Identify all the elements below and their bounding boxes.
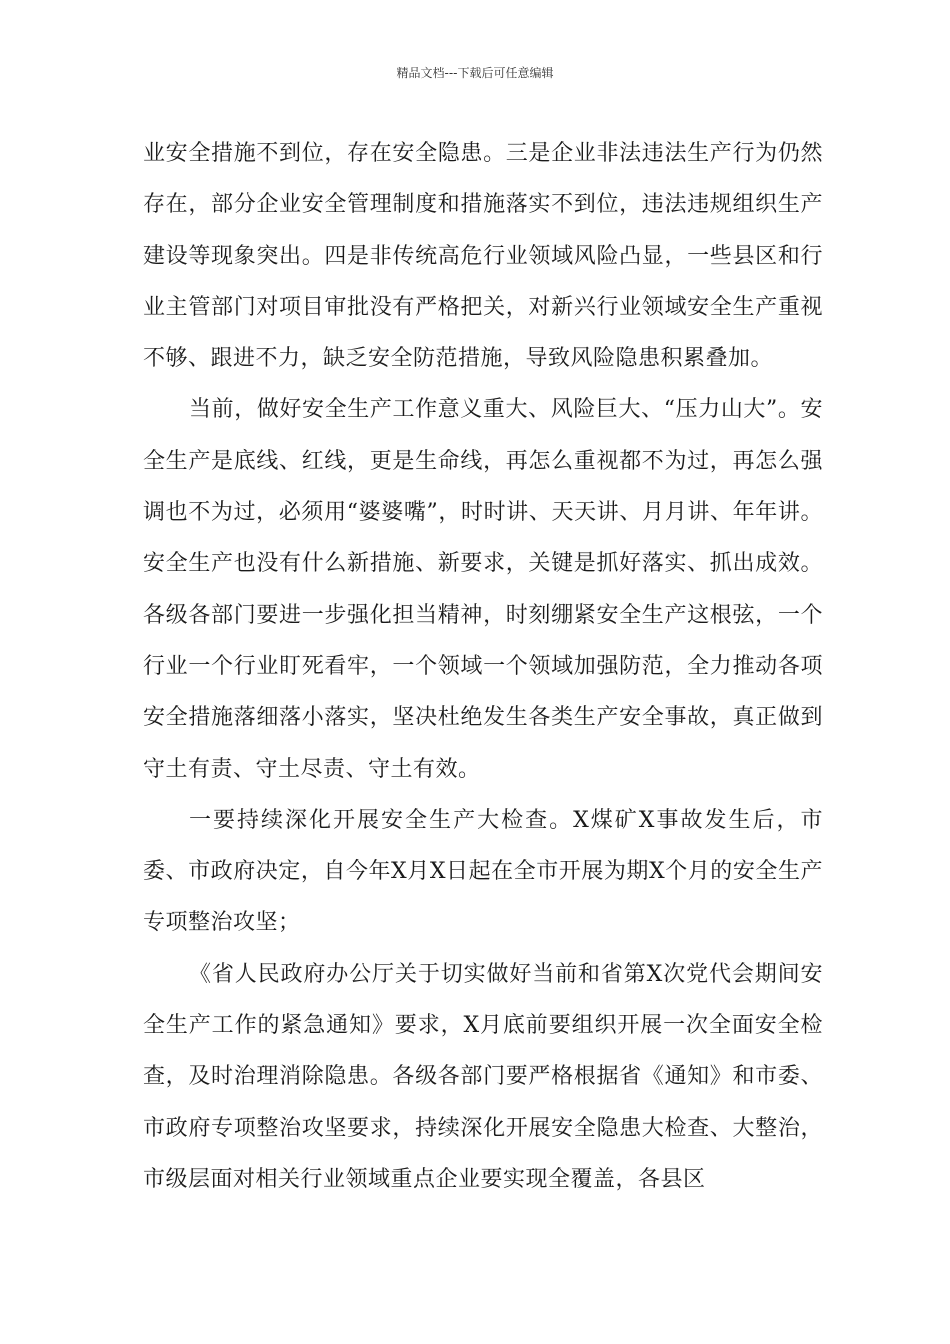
paragraph-safety-significance: 当前，做好安全生产工作意义重大、风险巨大、“压力山大”。安全生产是底线、红线，更是生命线，再怎么重视都不为过，再怎么强调也不为过，必须用“婆婆嘴”，时时讲、天天讲、月月讲、年年讲。安全生产也没有什么新措施、新要求，关键是抓好落实、抓出成效。各级各部门要进一步强化担当精神，时刻绷紧安全生产这根弦，一个行业一个行业盯死看牢，一个领域一个领域加强防范，全力推动各项安全措施落细落小落实，坚决杜绝发生各类生产安全事故，真正做到守土有责、守土尽责、守土有效。: [143, 397, 823, 782]
page-header: 精品文档---下载后可任意编辑: [396, 66, 554, 80]
paragraph-inspection: 一要持续深化开展安全生产大检查。X煤矿X事故发生后，市委、市政府决定，自今年X月X日起在全市开展为期X个月的安全生产专项整治攻坚；: [143, 807, 823, 936]
paragraph-continued: 业安全措施不到位，存在安全隐患。三是企业非法违法生产行为仍然存在，部分企业安全管理制度和措施落实不到位，违法违规组织生产建设等现象突出。四是非传统高危行业领域风险凸显，一些县区和行业主管部门对项目审批没有严格把关，对新兴行业领域安全生产重视不够、跟进不力，缺乏安全防范措施，导致风险隐患积累叠加。: [143, 141, 823, 372]
document-body: [143, 128, 823, 1205]
paragraph-provincial-notice: 《省人民政府办公厅关于切实做好当前和省第X次党代会期间安全生产工作的紧急通知》要求，X月底前要组织开展一次全面安全检查，及时治理消除隐患。各级各部门要严格根据省《通知》和市委、市政府专项整治攻坚要求，持续深化开展安全隐患大检查、大整治，市级层面对相关行业领域重点企业要实现全覆盖，各县区: [143, 961, 823, 1192]
